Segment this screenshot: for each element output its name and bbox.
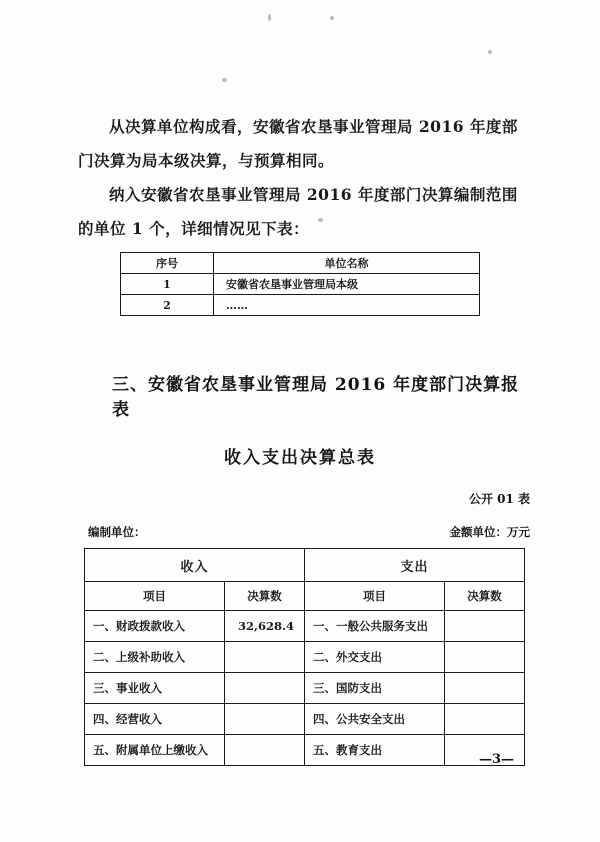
cell-income-item: 五、附属单位上缴收入	[85, 735, 225, 766]
table-row	[85, 611, 525, 642]
table-header-row	[121, 253, 480, 274]
page-number: —3—	[478, 752, 514, 767]
group-header-income: 收入	[85, 549, 305, 582]
unit-composition-table	[120, 252, 480, 316]
group-header-expense: 支出	[305, 549, 525, 582]
column-header-row	[85, 582, 525, 611]
table-row	[85, 642, 525, 673]
cell-income-item: 三、事业收入	[85, 673, 225, 704]
cell-index: 2	[121, 295, 214, 316]
cell-income-value	[225, 704, 305, 735]
income-expense-final-accounts-table	[84, 548, 525, 766]
cell-expense-item: 二、外交支出	[305, 642, 445, 673]
cell-expense-value	[445, 611, 525, 642]
section-heading: 三、安徽省农垦事业管理局 2016 年度部门决算报表	[112, 375, 520, 420]
scan-speck	[330, 16, 334, 20]
table-row	[85, 704, 525, 735]
cell-expense-value	[445, 704, 525, 735]
cell-income-item: 二、上级补助收入	[85, 642, 225, 673]
column-header-income-value: 决算数	[225, 582, 305, 611]
cell-unit-name: ……	[214, 295, 480, 316]
cell-income-value	[225, 735, 305, 766]
table-row	[85, 673, 525, 704]
cell-expense-item: 三、国防支出	[305, 673, 445, 704]
compiling-unit-label: 编制单位：	[88, 525, 146, 539]
cell-expense-item: 一、一般公共服务支出	[305, 611, 445, 642]
cell-unit-name: 安徽省农垦事业管理局本级	[214, 274, 480, 295]
cell-expense-value	[445, 673, 525, 704]
table-title: 收入支出决算总表	[224, 448, 376, 468]
scan-speck	[222, 78, 227, 82]
paragraph-2: 纳入安徽省农垦事业管理局 2016 年度部门决算编制范围的单位 1 个，详细情况见下表：	[78, 185, 518, 238]
group-header-row	[85, 549, 525, 582]
cell-income-item: 一、财政拨款收入	[85, 611, 225, 642]
cell-expense-item: 五、教育支出	[305, 735, 445, 766]
paragraph-1: 从决算单位构成看，安徽省农垦事业管理局 2016 年度部门决算为局本级决算，与预算相同。	[78, 117, 518, 170]
column-header-income-item: 项目	[85, 582, 225, 611]
cell-index: 1	[121, 274, 214, 295]
column-header-index: 序号	[121, 253, 214, 274]
cell-income-value	[225, 673, 305, 704]
table-row	[121, 274, 480, 295]
form-number: 公开 01 表	[468, 492, 530, 506]
cell-expense-item: 四、公共安全支出	[305, 704, 445, 735]
column-header-expense-value: 决算数	[445, 582, 525, 611]
table-row	[121, 295, 480, 316]
cell-expense-value	[445, 642, 525, 673]
table-row	[85, 735, 525, 766]
cell-income-value: 32,628.4	[225, 611, 305, 642]
amount-unit-label: 金额单位：万元	[449, 525, 530, 539]
column-header-unit-name: 单位名称	[214, 253, 480, 274]
cell-income-item: 四、经营收入	[85, 704, 225, 735]
scan-speck	[488, 50, 492, 54]
column-header-expense-item: 项目	[305, 582, 445, 611]
cell-income-value	[225, 642, 305, 673]
scan-speck	[268, 14, 271, 21]
